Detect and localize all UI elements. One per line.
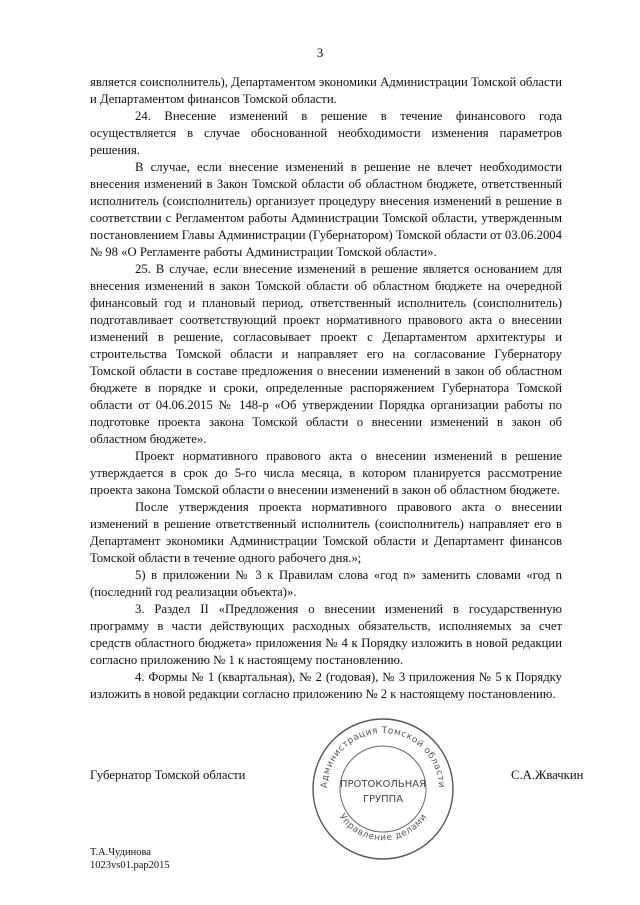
paragraph: является соисполнитель), Департаментом экономики Администрации Томской области и Департаментом финансов Томской области. <box>90 75 562 106</box>
stamp-center-line2: ГРУППА <box>362 794 404 805</box>
paragraph: В случае, если внесение изменений в решение не влечет необходимости внесения изменений в Закон Томской области об областном бюджете, ответственный исполнитель (соисполнитель) организует процедуру внесения изменений в решение в соответствии с Регламентом работы Администрации Томской области, утвержденным постановлением Главы Администрации (Губернатором) Томской области от 03.06.2004 № 98 «О Регламенте работы Администрации Томской области». <box>90 160 562 259</box>
footer-file-id: 1023vs01.pap2015 <box>90 860 170 871</box>
signatory-name: С.А.Жвачкин <box>511 768 584 782</box>
seal-stamp <box>310 716 456 862</box>
stamp-center-line1: ПРОТОКОЛЬНАЯ <box>339 779 427 790</box>
signatory-position: Губернатор Томской области <box>90 768 246 782</box>
document-body <box>90 74 562 703</box>
paragraph: После утверждения проекта нормативного правового акта о внесении изменений в решение ответственный исполнитель (соисполнитель) направляет его в Департамент экономики Администрации Томской области и Департамент финансов Томской области в течение одного рабочего дня.»; <box>90 500 562 565</box>
paragraph: 3. Раздел II «Предложения о внесении изменений в государственную программу в части действующих расходных обязательств, исполняемых за счет средств областного бюджета» приложения № 4 к Порядку изложить в новой редакции согласно приложению № 1 к настоящему постановлению. <box>90 602 562 667</box>
paragraph: 25. В случае, если внесение изменений в решение является основанием для внесения изменений в закон Томской области об областном бюджете на очередной финансовый год и плановый период, ответственный исполнитель (соисполнитель) подготавливает соответствующий проект нормативного правового акта о внесении изменений в решение, согласовывает проект с Департаментом архитектуры и строительства Томской области и направляет его на согласование Губернатору Томской области в составе предложения о внесении изменений в закон об областном бюджете в порядке и сроки, определенные распоряжением Губернатора Томской области от 04.06.2015 № 148-р «Об утверждении Порядка организации работы по подготовке проекта закона Томской области о внесении изменений в закон об областном бюджете». <box>90 262 562 446</box>
paragraph: Проект нормативного правового акта о внесении изменений в решение утверждается в срок до 5-го числа месяца, в котором планируется рассмотрение проекта закона Томской области о внесении изменений в закон об областном бюджете. <box>90 449 562 497</box>
page-number: 3 <box>316 45 324 60</box>
footer <box>90 846 170 872</box>
paragraph: 4. Формы № 1 (квартальная), № 2 (годовая), № 3 приложения № 5 к Порядку изложить в новой редакции согласно приложению № 2 к настоящему постановлению. <box>90 670 562 701</box>
paragraph: 24. Внесение изменений в решение в течение финансового года осуществляется в случае обоснованной необходимости изменения параметров решения. <box>90 109 562 157</box>
paragraph: 5) в приложении № 3 к Правилам слова «год n» заменить словами «год n (последний год реализации объекта)». <box>90 568 562 599</box>
footer-author: Т.А.Чудинова <box>90 847 151 858</box>
stamp-outer-text: Администрация Томской области <box>319 725 447 789</box>
stamp-bottom-text: Управление делами <box>336 812 430 844</box>
